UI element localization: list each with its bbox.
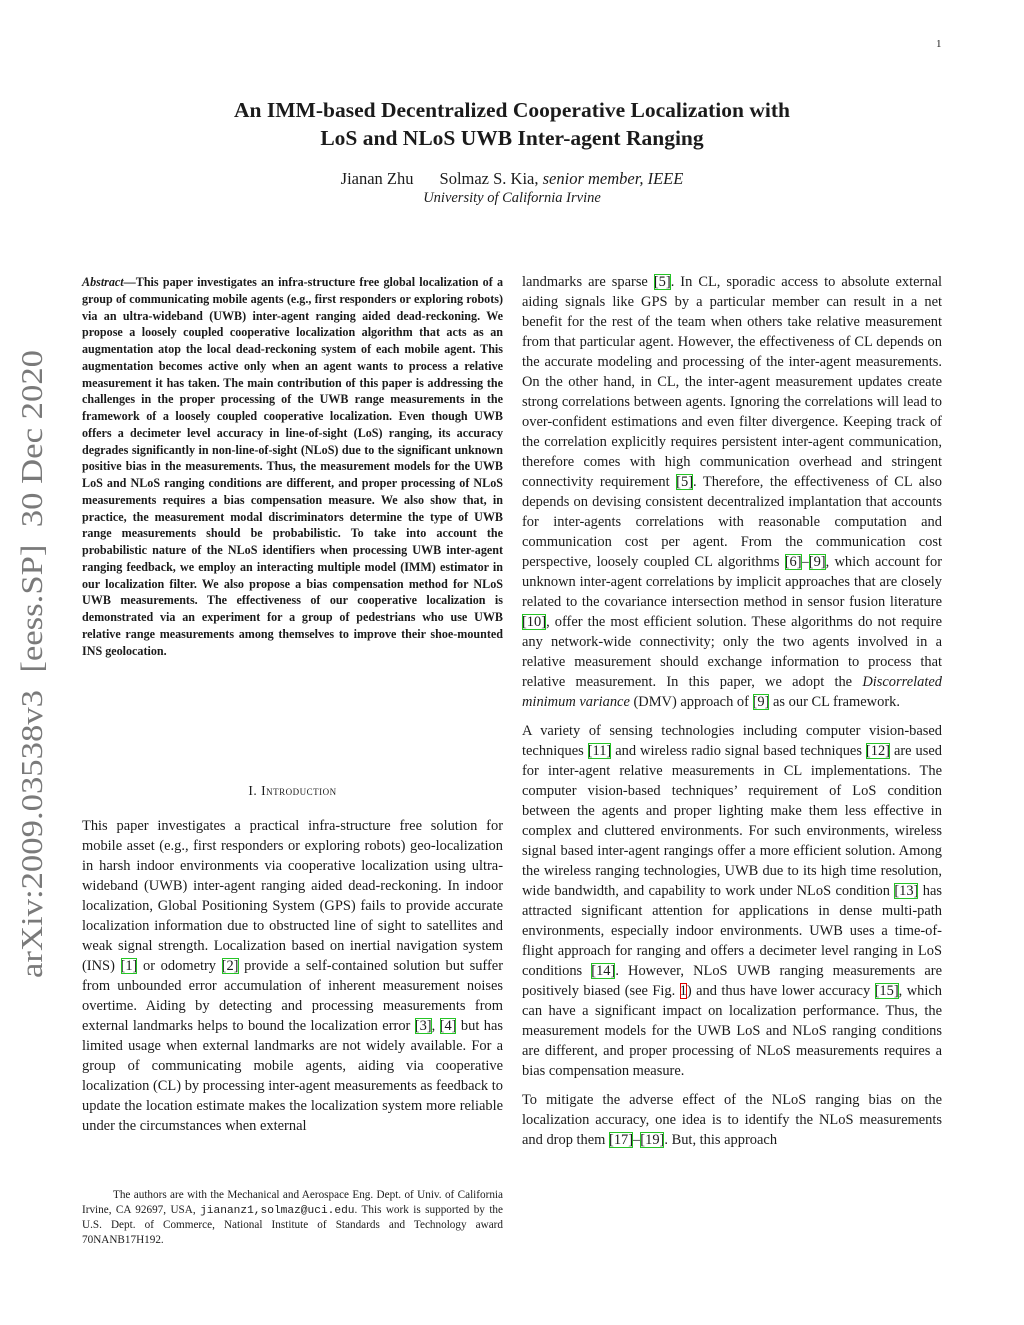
body-text: as our CL framework.: [769, 694, 900, 710]
citation-link[interactable]: [9]: [752, 694, 770, 710]
body-text: To mitigate the adverse effect of the NLoS ranging bias on the localization accuracy, one idea is to identify the NLoS measurements and drop them: [522, 1092, 942, 1148]
citation-link[interactable]: [19]: [640, 1132, 665, 1148]
abstract-text: —This paper investigates an infra-structure free global localization of a group of communicating mobile agents (e.g., first responders or exploring robots) via an ultra-wideband (UWB) inter-agent ranging aided dead-reckoning. We propose a loosely coupled cooperative localization algorithm that acts as an augmentation atop the local dead-reckoning system of each mobile agent. This augmentation becomes active only when an agent wants to process a relative measurement it has taken. The main contribution of this paper is addressing the challenges in the proper processing of the UWB range measurements in the framework of a loosely coupled cooperative localization. Even though UWB offers a decimeter level accuracy in line-of-sight (LoS) ranging, its accuracy degrades significantly in non-line-of-sight (NLoS) due to the significant unknown positive bias in the measurements. Thus, the measurement models for the UWB LoS and NLoS ranging conditions are different, and proper processing of NLoS measurements requires a bias compensation measure. We also show that, in practice, the measurement modal discriminators determine the type of UWB range measurements should be probabilistic. To take into account the probabilistic nature of the NLoS identifiers when processing UWB inter-agent ranging feedback, we employ an interacting multiple model (IMM) estimator in our localization filter. We also propose a bias compensation method for NLoS UWB measurements. The effectiveness of our cooperative localization is demonstrated via an experiment for a group of pedestrians who use UWB relative range measurements among themselves to improve their shoe-mounted INS geolocation.: [82, 275, 503, 658]
paragraph: [522, 721, 942, 1081]
citation-link[interactable]: [12]: [865, 743, 890, 759]
abstract-label: Abstract: [82, 275, 124, 289]
intro-text: or odometry: [137, 958, 222, 974]
intro-text: This paper investigates a practical infra-structure free solution for mobile asset (e.g., first responders or exploring robots) geo-localization in harsh indoor environments via cooperative localization using ultra-wideband (UWB) inter-agent ranging aided dead-reckoning. In indoor localization, Global Positioning System (GPS) fails to provide accurate localization information due to obstructed line of sight to satellites and weak signal strength. Localization based on inertial navigation system (INS): [82, 818, 503, 974]
body-text: , offer the most efficient solution. These algorithms do not require any network-wide connectivity; only the two agents involved in a relative measurement should exchange information to process that relative measurement. In this paper, we adopt the: [522, 614, 942, 690]
citation-link[interactable]: [11]: [587, 743, 612, 759]
body-text: , which can have a significant impact on localization performance. Thus, the measurement models for the UWB LoS and NLoS ranging conditions are different, and proper processing of NLoS measurements requires a bias compensation measure.: [522, 983, 942, 1079]
section-title: Introduction: [261, 783, 337, 798]
citation-link[interactable]: [10]: [522, 614, 547, 630]
citation-link[interactable]: [5]: [676, 474, 694, 490]
citation-link[interactable]: [6]: [784, 554, 802, 570]
author-2-role: senior member, IEEE: [542, 169, 684, 188]
footnote: [82, 1188, 503, 1247]
author-2: Solmaz S. Kia,: [439, 169, 539, 188]
intro-text: but has limited usage when external landmarks are not widely available. For a group of communicating mobile agents, aiding via cooperative localization (CL) by processing inter-agent measurements as feedback to update the location estimate makes the localization system more reliable under the circumstances when external: [82, 1018, 504, 1134]
section-number: I.: [248, 783, 258, 798]
intro-text: ,: [431, 1018, 440, 1034]
citation-link[interactable]: [2]: [221, 958, 239, 974]
body-text: A variety of sensing technologies including computer vision-based techniques: [522, 723, 942, 759]
author-1: Jianan Zhu: [340, 169, 414, 188]
paper-title: [150, 96, 874, 152]
citation-link[interactable]: [5]: [653, 274, 671, 290]
page-number: 1: [936, 38, 942, 50]
body-text: , which account for unknown inter-agent correlations by implicit approaches that are closely related to the covariance intersection method in sensor fusion literature: [522, 554, 942, 610]
body-text: . In CL, sporadic access to absolute external aiding signals like GPS by a particular member can result in a net benefit for the rest of the team when others take relative measurement from that particular agent. However, the effectiveness of CL depends on the accurate modeling and processing of the inter-agent measurements. On the other hand, in CL, the inter-agent measurement updates create strong correlations between agents. Ignoring the correlations will lead to over-confident estimations and even filter divergence. Keeping track of the correlation explicitly requires persistent inter-agent communication, therefore comes with high communication overhead and stringent connectivity requirement: [522, 274, 942, 490]
citation-link[interactable]: [4]: [439, 1018, 457, 1034]
footnote-text: The authors are with the Mechanical and Aerospace Eng. Dept. of Univ. of California Irvine, CA 92697, USA,: [82, 1189, 503, 1216]
body-text: –: [801, 554, 809, 570]
author-emails: jiananz1,solmaz@uci.edu: [200, 1204, 355, 1217]
citation-link[interactable]: [14]: [591, 963, 616, 979]
body-text: –: [633, 1132, 641, 1148]
arxiv-identifier-stamp: [6, 348, 56, 978]
body-text: . Therefore, the effectiveness of CL also depends on devising consistent decentralized implantation that accounts for inter-agents correlations with reasonable computation and communication cost per agent. From the communication cost perspective, loosely coupled CL algorithms: [522, 474, 942, 570]
body-text: are used for inter-agent relative measurements in CL implementations. The computer vision-based techniques’ requirement of LoS condition between the agents and proper lighting make them less effective in complex and cluttered environments. For such environments, wireless signal based inter-agent rangings offer a more efficient solution. Among the wireless ranging technologies, UWB due to its high time resolution, wide bandwidth, and capability to work under NLoS condition: [522, 743, 943, 899]
body-text: has attracted significant attention for applications in dense multi-path environments, especially indoor environments. UWB uses a time-of-flight approach for ranging and offers a decimeter level ranging in LoS conditions: [522, 883, 943, 979]
citation-link[interactable]: [15]: [874, 983, 899, 999]
citation-link[interactable]: [13]: [894, 883, 919, 899]
body-text: (DMV) approach of: [629, 694, 753, 710]
abstract: [82, 274, 503, 659]
body-text: ) and thus have lower accuracy: [686, 983, 875, 999]
figure-reference-link[interactable]: 1: [679, 983, 687, 999]
paragraph: [522, 272, 942, 712]
emphasized-term: Discorrelated minimum variance: [522, 674, 942, 710]
citation-link[interactable]: [9]: [808, 554, 826, 570]
body-text: . However, NLoS UWB ranging measurements are positively biased (see Fig.: [522, 963, 942, 999]
arxiv-identifier-text: arXiv:2009.03538v3 [eess.SP] 30 Dec 2020: [15, 425, 49, 978]
section-heading-introduction: [82, 783, 503, 799]
title-line-2: LoS and NLoS UWB Inter-agent Ranging: [320, 126, 704, 150]
right-column: [522, 272, 942, 1150]
body-text: . But, this approach: [664, 1132, 778, 1148]
citation-link[interactable]: [17]: [609, 1132, 634, 1148]
introduction-paragraph: [82, 816, 503, 1136]
body-text: and wireless radio signal based techniques: [611, 743, 866, 759]
body-text: landmarks are sparse: [522, 274, 654, 290]
footnote-text: . This work is supported by the U.S. Dept. of Commerce, National Institute of Standards and Technology award 70NANB17H192.: [82, 1203, 503, 1246]
intro-text: provide a self-contained solution but suffer from unbounded error accumulation of inherent measurement noises overtime. Aiding by detecting and processing measurements from external landmarks helps to bound the localization error: [82, 958, 504, 1034]
paragraph: [522, 1090, 942, 1150]
citation-link[interactable]: [1]: [120, 958, 138, 974]
title-line-1: An IMM-based Decentralized Cooperative Localization with: [234, 98, 790, 122]
citation-link[interactable]: [3]: [414, 1018, 432, 1034]
author-list: [150, 169, 874, 189]
affiliation: University of California Irvine: [423, 190, 601, 206]
